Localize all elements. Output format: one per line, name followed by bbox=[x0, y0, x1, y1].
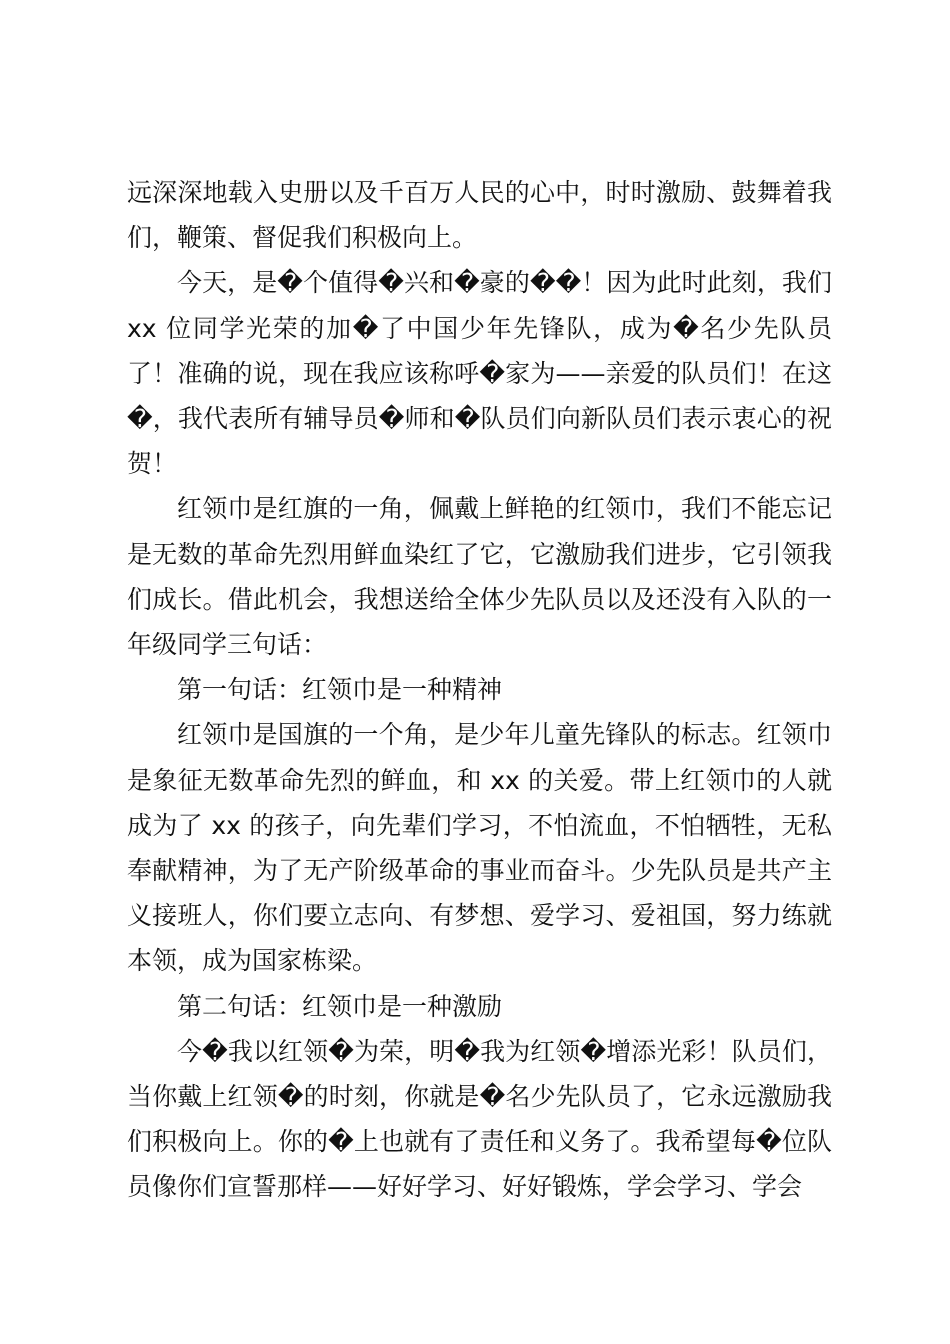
paragraph-3: 红领巾是红旗的一角，佩戴上鲜艳的红领巾，我们不能忘记是无数的革命先烈用鲜血染红了它，它激励我们进步，它引领我们成长。借此机会，我想送给全体少先队员以及还没有入队的一年级同学三句话： bbox=[127, 494, 832, 660]
document-body bbox=[127, 170, 832, 1210]
paragraph-4: 红领巾是国旗的一个角，是少年儿童先锋队的标志。红领巾是象征无数革命先烈的鲜血，和 xx 的关爱。带上红领巾的人就成为了 xx 的孩子，向先辈们学习，不怕流血，不怕牺牲，无私奉献精神，为了无产阶级革命的事业而奋斗。少先队员是共产主义接班人，你们要立志向、有梦想、爱学习、爱祖国，努力练就本领，成为国家栋梁。 bbox=[127, 720, 832, 976]
paragraph-5: 今�我以红领�为荣，明�我为红领�增添光彩！队员们，当你戴上红领�的时刻，你就是�名少先队员了，它永远激励我们积极向上。你的�上也就有了责任和义务了。我希望每�位队员像你们宣誓那样——好好学习、好好锻炼，学会学习、学会 bbox=[127, 1036, 832, 1202]
section-heading-2: 第二句话：红领巾是一种激励 bbox=[177, 991, 503, 1021]
paragraph-1: 远深深地载入史册以及千百万人民的心中，时时激励、鼓舞着我们，鞭策、督促我们积极向上。 bbox=[127, 178, 832, 253]
paragraph-2: 今天，是�个值得�兴和�豪的��！因为此时此刻，我们 xx 位同学光荣的加�了中国少年先锋队，成为�名少先队员了！准确的说，现在我应该称呼�家为——亲爱的队员们！在这�，我代表所有辅导员�师和�队员们向新队员们表示衷心的祝贺！ bbox=[127, 268, 832, 479]
section-heading-1: 第一句话：红领巾是一种精神 bbox=[177, 675, 503, 705]
